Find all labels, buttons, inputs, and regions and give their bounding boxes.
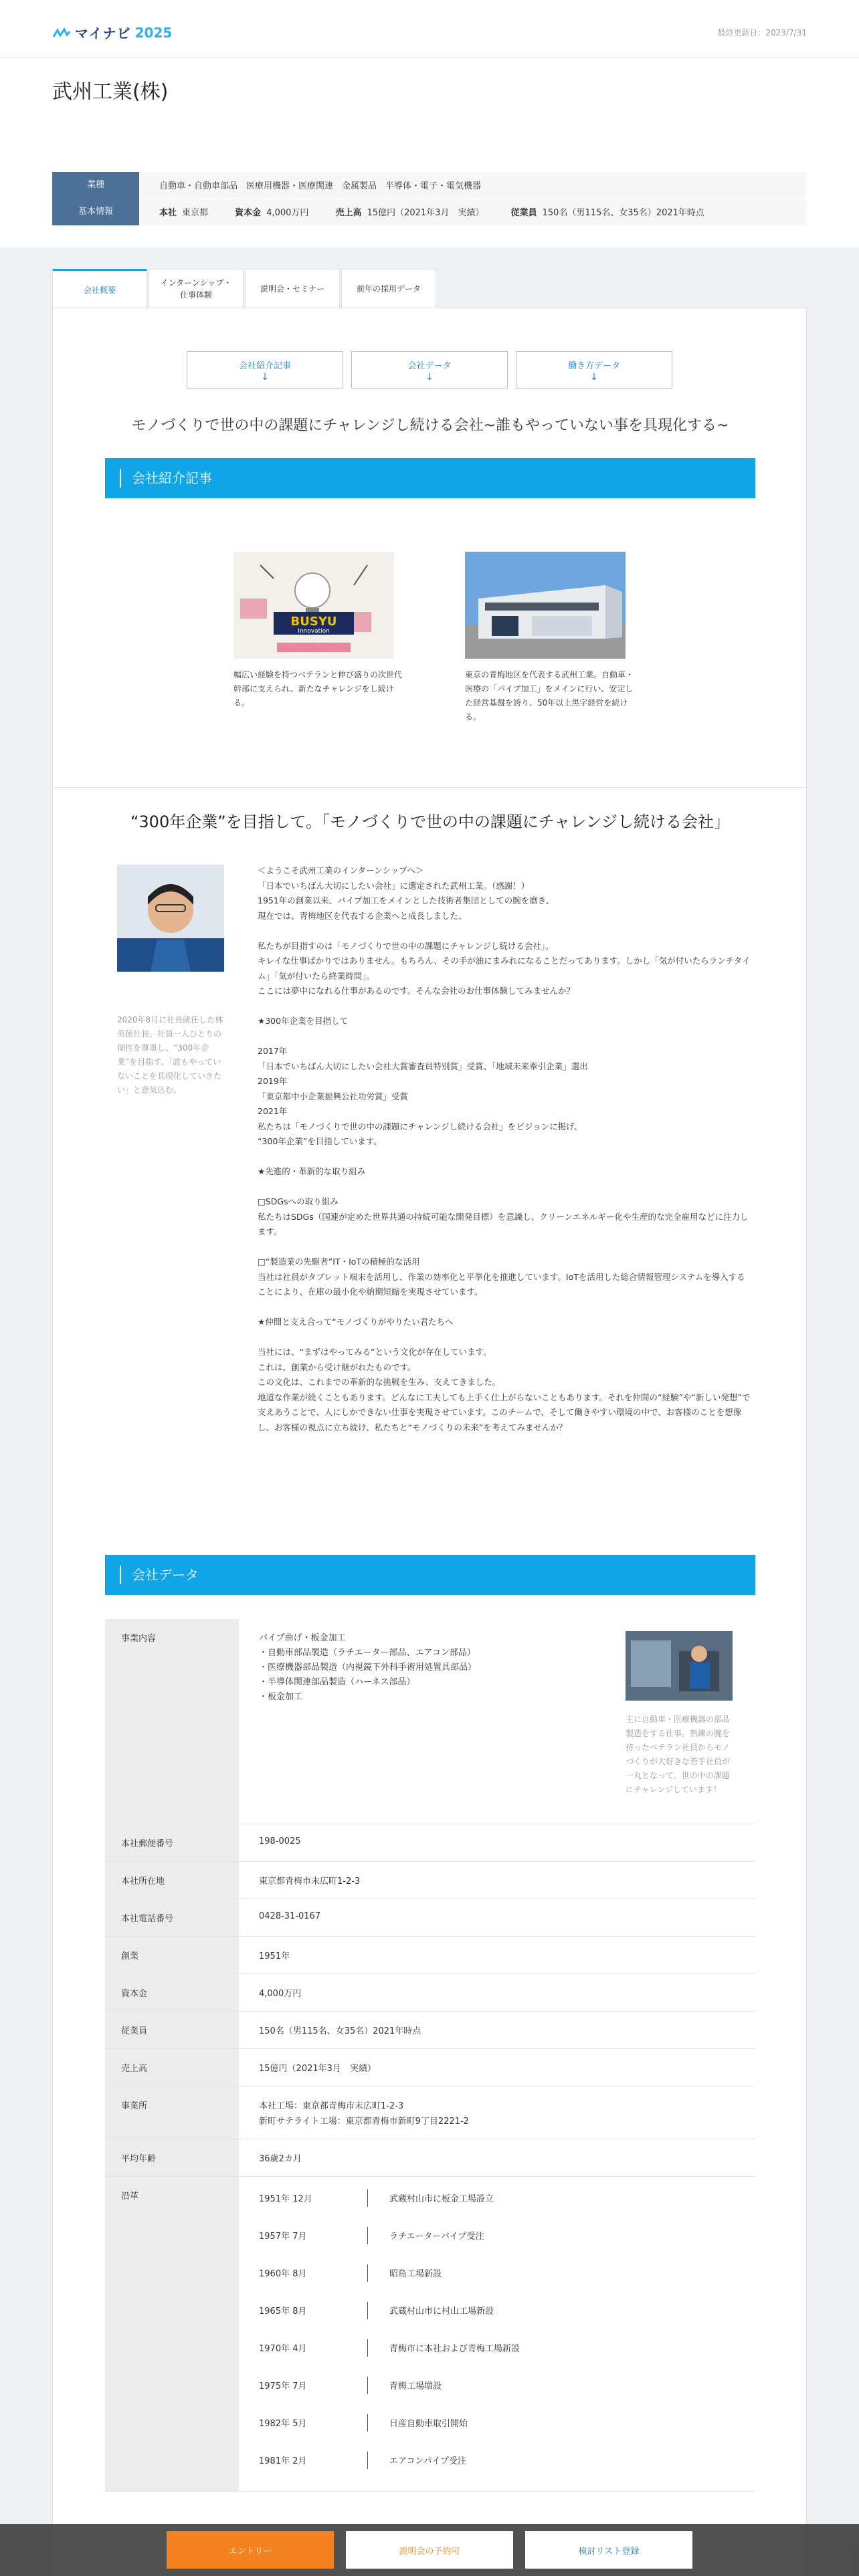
innovation-image — [233, 552, 394, 659]
sales-value: 15億円（2021年3月 実績） — [367, 208, 484, 218]
tab-company-overview[interactable]: 会社概要 — [52, 269, 147, 309]
article-card-2 — [465, 552, 639, 724]
article-card-1 — [233, 552, 407, 710]
svg-text:Innovation: Innovation — [298, 628, 330, 635]
table-value: 4,000万円 — [239, 1973, 755, 2011]
tab-seminar[interactable]: 説明会・セミナー — [245, 269, 340, 308]
table-value: 1951年 — [239, 1936, 755, 1973]
tab-internship[interactable]: インターンシップ・ 仕事体験 — [149, 269, 244, 308]
logo-year: 2025 — [134, 24, 173, 41]
history-separator — [367, 2452, 368, 2469]
table-key: 事業内容 — [105, 1619, 239, 1824]
table-row — [105, 1619, 755, 1824]
history-date: 1960年 8月 — [259, 2269, 307, 2279]
table-key: 事業所 — [105, 2086, 239, 2139]
table-row — [105, 1824, 755, 1861]
basic-info-label: 基本情報 — [52, 199, 139, 225]
add-to-list-button[interactable]: 検討リスト登録 — [525, 2531, 692, 2569]
article-body: ＜ようこそ武州工業のインターンシップへ＞ 「日本でいちばん大切にしたい会社」に選定された武州工業。（感謝！） 1951年の創業以来、パイプ加工をメインとした技術者集団としての腕を磨き、 現在では、青梅地区を代表する企業へと成長しました。 私たちが目指すのは「モノづくりで世の中の課題にチャレンジし続ける会社」。 キレイな仕事ばかりではありません。もちろん、その手が油にまみれになることだってあります。しかし「気が付いたらランチタイム」「気が付いたら終業時間」。 ここには夢中になれる仕事があるのです。そんな会社のお仕事体験してみませんか？ ★300年企業を目指して 2017年 「日本でいちばん大切にしたい会社大賞審査員特別賞」受賞、「地域未来牽引企業」選出 2019年 「東京都中小企業振興公社功労賞」受賞 2021年 私たちは「モノづくりで世の中の課題にチャレンジし続ける会社」をビジョンに掲げ、 “300年企業”を目指しています。 ★先進的・革新的な取り組み □SDGsへの取り組み 私たちはSDGs（国連が定めた世界共通の持続可能な開発目標）を意識し、クリーンエネルギー化や生産的な完全雇用などに注力します。 □“製造業の先駆者”IT・IoTの積極的な活用 当社は社員がタブレット端末を活用し、作業の効率化と平準化を推進しています。IoTを活用した総合情報管理システムを導入することにより、在庫の最小化や納期短縮を実現させています。 ★仲間と支え合って“モノづくりがやりたい君たちへ 当社には、“まずはやってみる”という文化が存在しています。 これは、創業から受け継がれたものです。 この文化は、これまでの革新的な挑戦を生み、支えてきました。 地道な作業が続くこともあります。どんなに工夫しても上手く仕上がらないこともあります。それを仲間の“経験”や“新しい発想”で支えあうことで、人にしかできない仕事を実現させています。このチームで、そして働きやすい環境の中で、お客様のことを想像し、お客様の視点に立ち続け、私たちと“モノづくりの未来”を考えてみませんか？ — [258, 865, 751, 1432]
table-key: 売上高 — [105, 2048, 239, 2086]
hq-value: 東京都 — [182, 208, 209, 218]
office-1: 本社工場：東京都青梅市末広町1-2-3 — [259, 2101, 404, 2111]
table-row — [105, 2139, 755, 2176]
business-image-caption: 主に自動車・医療機器の部品製造をする仕事。熟練の腕を持ったベテラン社員からモノづくりが大好きな若手社員が一丸となって、世の中の課題にチャレンジしています！ — [626, 1715, 731, 1794]
table-value: 198-0025 — [239, 1824, 755, 1861]
history-item — [259, 2292, 755, 2329]
history-date: 1951年 12月 — [259, 2194, 312, 2204]
hq-key: 本社 — [159, 208, 177, 218]
table-value: 東京都青梅市末広町1-2-3 — [239, 1861, 755, 1899]
history-item — [259, 2217, 755, 2254]
business-image — [626, 1631, 733, 1797]
table-key: 沿革 — [105, 2176, 239, 2491]
history-item — [259, 2254, 755, 2292]
history-event: 昭島工場新設 — [389, 2269, 442, 2279]
table-key: 資本金 — [105, 1973, 239, 2011]
history-date: 1975年 7月 — [259, 2381, 307, 2391]
main-panel — [52, 308, 807, 2576]
industry-value[interactable]: 自動車・自動車部品 医療用機器・医療関連 金属製品 半導体・電子・電気機器 — [159, 181, 482, 191]
company-info-table — [52, 172, 807, 225]
anchor-label: 会社データ — [407, 360, 452, 371]
anchor-company-data[interactable] — [351, 351, 508, 389]
history-date: 1957年 7月 — [259, 2232, 307, 2242]
article-caption-1: 幅広い経験を持つベテランと伸び盛りの次世代幹部に支えられ、新たなチャレンジをし続ける。 — [233, 670, 403, 708]
company-data-table — [105, 1619, 755, 2492]
section-title-article: 会社紹介記事 — [105, 458, 755, 498]
basic-info-value — [139, 205, 704, 218]
history-event: 青梅市に本社および青梅工場新設 — [389, 2344, 520, 2354]
history-separator — [367, 2227, 368, 2244]
basic-info-row — [52, 199, 807, 225]
history-separator — [367, 2339, 368, 2357]
table-key: 創業 — [105, 1936, 239, 1973]
last-updated: 最終更新日：2023/7/31 — [717, 28, 807, 37]
svg-text:BUSYU: BUSYU — [290, 615, 337, 629]
table-value: 0428-31-0167 — [239, 1899, 755, 1936]
company-name: 武州工業(株) — [52, 80, 169, 104]
history-separator — [367, 2302, 368, 2319]
business-list: パイプ曲げ・板金加工 ・自動車部品製造（ラチエーター部品、エアコン部品） ・医療機器部品製造（内視鏡下外科手術用処置具部品） ・半導体関連部品製造（ハーネス部品） ・板金加工 — [259, 1633, 477, 1702]
president-photo — [117, 865, 224, 972]
table-row — [105, 2011, 755, 2048]
history-event: 日産自動車取引開始 — [389, 2419, 468, 2429]
table-value — [239, 1619, 755, 1824]
anchor-links — [187, 351, 672, 389]
table-key: 本社電話番号 — [105, 1899, 239, 1936]
capital-key: 資本金 — [235, 208, 262, 218]
table-row — [105, 1936, 755, 1973]
entry-button[interactable]: エントリー — [167, 2531, 334, 2569]
anchor-label: 働き方データ — [567, 360, 620, 371]
table-value: 150名（男115名、女35名）2021年時点 — [239, 2011, 755, 2048]
table-row — [105, 2176, 755, 2491]
table-row — [105, 1861, 755, 1899]
industry-row — [52, 172, 807, 199]
president-caption: 2020年8月に社長就任した林英徳社長。社員一人ひとりの個性を尊重し、“300年企業”を目指す。「誰もやっていないことを具現化していきたい」と意気込む。 — [117, 1015, 223, 1095]
arrow-down-icon: ↓ — [261, 371, 269, 383]
office-2: 新町サテライト工場：東京都青梅市新町9丁目2221-2 — [259, 2116, 469, 2127]
table-row — [105, 2048, 755, 2086]
sales-key: 売上高 — [335, 208, 362, 218]
history-item — [259, 2404, 755, 2442]
section-title-company-data: 会社データ — [105, 1555, 755, 1595]
history-date: 1970年 4月 — [259, 2344, 307, 2354]
table-key: 平均年齢 — [105, 2139, 239, 2176]
history-event: 武蔵村山市に村山工場新設 — [389, 2306, 494, 2317]
anchor-label: 会社紹介記事 — [238, 360, 291, 371]
employees-value: 150名（男115名、女35名）2021年時点 — [542, 208, 704, 218]
logo-text: マイナビ — [75, 25, 131, 41]
history-item — [259, 2442, 755, 2479]
table-key: 従業員 — [105, 2011, 239, 2048]
history-date: 1965年 8月 — [259, 2306, 307, 2317]
top-header — [0, 0, 859, 58]
anchor-article[interactable] — [187, 351, 343, 389]
factory-image — [465, 552, 626, 659]
seminar-reserve-button[interactable]: 説明会の予約可 — [346, 2531, 513, 2569]
history-event: エアコンパイプ受注 — [389, 2456, 467, 2466]
history-event: ラチエーターパイプ受注 — [389, 2232, 484, 2242]
capital-value: 4,000万円 — [266, 208, 309, 218]
history-date: 1982年 5月 — [259, 2419, 307, 2429]
arrow-down-icon: ↓ — [590, 371, 598, 383]
history-separator — [367, 2377, 368, 2394]
site-logo[interactable] — [52, 23, 172, 42]
history-item — [259, 2179, 755, 2217]
table-row — [105, 2086, 755, 2139]
history-item — [259, 2367, 755, 2404]
table-value: 15億円（2021年3月 実績） — [239, 2048, 755, 2086]
table-row — [105, 1899, 755, 1936]
history-separator — [367, 2189, 368, 2207]
divider — [53, 787, 807, 788]
logo-mark-icon — [52, 27, 71, 38]
anchor-work-style[interactable] — [516, 351, 672, 389]
page-tabs — [52, 269, 438, 309]
table-value: 36歳2カ月 — [239, 2139, 755, 2176]
article-caption-2: 東京の青梅地区を代表する武州工業。自動車・医療の「パイプ加工」をメインに行い、安定した経営基盤を誇り、50年以上黒字経営を続ける。 — [465, 670, 634, 722]
history-item — [259, 2329, 755, 2367]
tab-recruit-data[interactable]: 前年の採用データ — [341, 269, 436, 308]
table-row — [105, 1973, 755, 2011]
history-date: 1981年 2月 — [259, 2456, 307, 2466]
bottom-action-bar — [0, 2524, 859, 2576]
article-subtitle: “300年企業”を目指して。「モノづくりで世の中の課題にチャレンジし続ける会社」 — [130, 813, 731, 831]
arrow-down-icon: ↓ — [425, 371, 434, 383]
employees-key: 従業員 — [510, 208, 537, 218]
industry-label: 業種 — [52, 172, 139, 199]
catch-copy: モノづくりで世の中の課題にチャレンジし続ける会社~誰もやっていない事を具現化する~ — [131, 417, 729, 434]
history-separator — [367, 2264, 368, 2282]
table-key: 本社郵便番号 — [105, 1824, 239, 1861]
history-event: 青梅工場増設 — [389, 2381, 442, 2391]
history-list — [239, 2176, 755, 2491]
workshop-photo — [626, 1631, 733, 1701]
history-event: 武蔵村山市に板金工場設立 — [389, 2194, 494, 2204]
history-separator — [367, 2414, 368, 2432]
table-key: 本社所在地 — [105, 1861, 239, 1899]
table-value — [239, 2086, 755, 2139]
